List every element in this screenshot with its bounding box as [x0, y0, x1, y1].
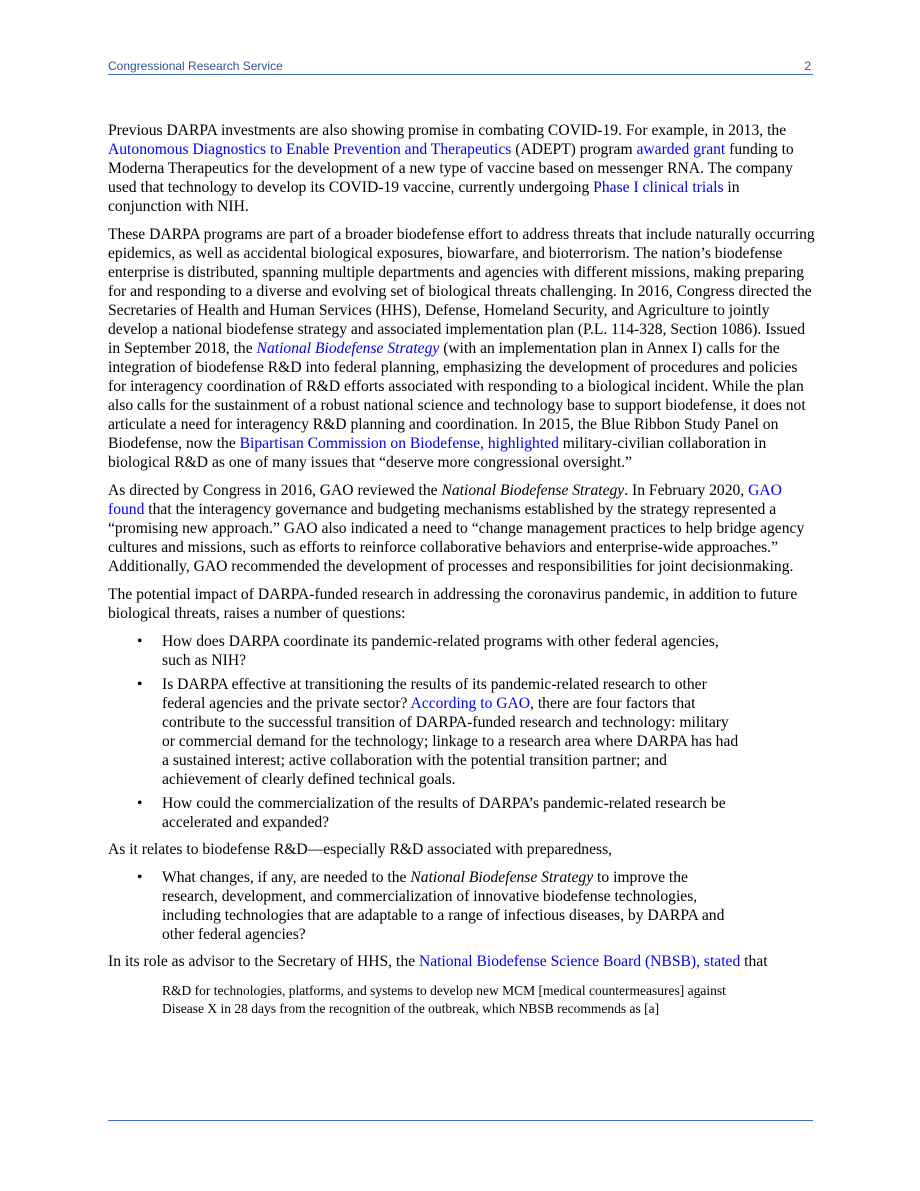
paragraph-questions-intro: The potential impact of DARPA-funded research in addressing the coronavirus pandemic, in addition to future biological threats, raises a number of questions:: [108, 586, 798, 622]
text-segment: In its role as advisor to the Secretary of HHS, the: [108, 953, 419, 970]
paragraph-preparedness: As it relates to biodefense R&D—especially R&D associated with preparedness,: [108, 841, 613, 858]
paragraph-nbsb: [108, 952, 816, 971]
text-segment: (with an implementation plan in Annex I) calls for the integration of biodefense R&D into federal planning, emphasizing the development of procedures and policies for interagency coordination of R&D efforts associated with responding to a biological incident. While the plan also calls for the sustainment of a robust national science and technology base to support biodefense, it does not articulate a need for interagency R&D planning and coordination. In 2015, the Blue Ribbon Study Panel on Biodefense, now the: [108, 340, 806, 452]
bullet-icon: •: [137, 676, 143, 693]
link-according-to-gao[interactable]: According to GAO: [410, 695, 531, 712]
question-list: [108, 632, 816, 832]
text-segment: funding to Moderna Therapeutics for the development of a new type of vaccine based on messenger RNA. The company used that technology to develop its COVID-19 vaccine, currently undergoing: [108, 141, 794, 196]
bullet-icon: •: [137, 633, 143, 650]
text-segment: . In February 2020,: [624, 482, 749, 499]
document-body: [108, 121, 816, 1018]
footer-divider: [108, 1120, 813, 1121]
link-awarded-grant[interactable]: awarded grant: [636, 141, 726, 158]
list-item: [108, 868, 745, 944]
link-national-biodefense-strategy[interactable]: National Biodefense Strategy: [256, 340, 440, 357]
block-quote: R&D for technologies, platforms, and systems to develop new MCM [medical countermeasures] against Disease X in 28 days from the recognition of the outbreak, which NBSB recommends as [a]: [162, 983, 726, 1016]
page-header: [108, 57, 813, 75]
list-item-text: to improve the research, development, and commercialization of innovative biodefense technologies, including technologies that are adaptable to a range of infectious diseases, by DARPA and other federal agencies?: [162, 869, 725, 943]
text-segment: These DARPA programs are part of a broader biodefense effort to address threats that include naturally occurring epidemics, as well as accidental biological exposures, biowarfare, and bioterrorism. The nation’s biodefense enterprise is distributed, spanning multiple departments and agencies with different missions, making preparing for and responding to a diverse and evolving set of biological threats challenging. In 2016, Congress directed the Secretaries of Health and Human Services (HHS), Defense, Homeland Security, and Agriculture to jointly develop a national biodefense strategy and associated implementation plan (P.L. 114-328, Section 1086). Issued in September 2018, the: [108, 226, 815, 357]
question-list-2: [108, 868, 816, 944]
text-segment: (ADEPT) program: [511, 141, 637, 158]
list-item-text: , there are four factors that contribute to the successful transition of DARPA-funded research and technology: military or commercial demand for the technology; linkage to a research area where DARPA has had a sustained interest; active collaboration with the potential transition partner; and achievement of clearly defined technical goals.: [162, 695, 739, 788]
italic-strategy-title: National Biodefense Strategy: [441, 482, 625, 499]
list-item-text: Is DARPA effective at transitioning the results of its pandemic-related research to other federal agencies and the private sector?: [162, 676, 707, 712]
list-item-text: How could the commercialization of the results of DARPA’s pandemic-related research be accelerated and expanded?: [162, 795, 726, 831]
text-segment: As directed by Congress in 2016, GAO reviewed the: [108, 482, 442, 499]
bullet-icon: •: [137, 795, 143, 812]
list-item: [108, 794, 745, 832]
link-nbsb-stated[interactable]: National Biodefense Science Board (NBSB), stated: [418, 953, 741, 970]
link-gao-found[interactable]: GAO found: [108, 482, 782, 518]
paragraph-darpa-investments: [108, 121, 816, 216]
page-number: 2: [804, 59, 811, 73]
text-segment: in conjunction with NIH.: [108, 179, 740, 215]
link-phase-i-trials[interactable]: Phase I clinical trials: [593, 179, 724, 196]
paragraph-gao-review: [108, 481, 816, 576]
text-segment: that: [740, 953, 768, 970]
italic-strategy-title: National Biodefense Strategy: [410, 869, 594, 886]
list-item-text: How does DARPA coordinate its pandemic-related programs with other federal agencies, such as NIH?: [162, 633, 719, 669]
list-item: [108, 632, 745, 670]
text-segment: that the interagency governance and budgeting mechanisms established by the strategy represented a “promising new approach.” GAO also indicated a need to “change management practices to help bridge agency cultures and missions, such as efforts to reinforce collaborative behaviors and enterprise-wide approaches.” Additionally, GAO recommended the development of processes and responsibilities for joint decisionmaking.: [108, 501, 805, 575]
header-org-name: Congressional Research Service: [108, 59, 283, 73]
paragraph-biodefense-effort: [108, 225, 816, 472]
link-adept-program[interactable]: Autonomous Diagnostics to Enable Prevention and Therapeutics: [108, 141, 512, 158]
list-item: [108, 675, 745, 789]
text-segment: Previous DARPA investments are also showing promise in combating COVID-19. For example, in 2013, the: [108, 122, 787, 139]
bullet-icon: •: [137, 869, 143, 886]
text-segment: military-civilian collaboration in biological R&D as one of many issues that “deserve more congressional oversight.”: [108, 435, 767, 471]
list-item-text: What changes, if any, are needed to the: [162, 869, 411, 886]
link-bipartisan-commission[interactable]: Bipartisan Commission on Biodefense, highlighted: [239, 435, 559, 452]
